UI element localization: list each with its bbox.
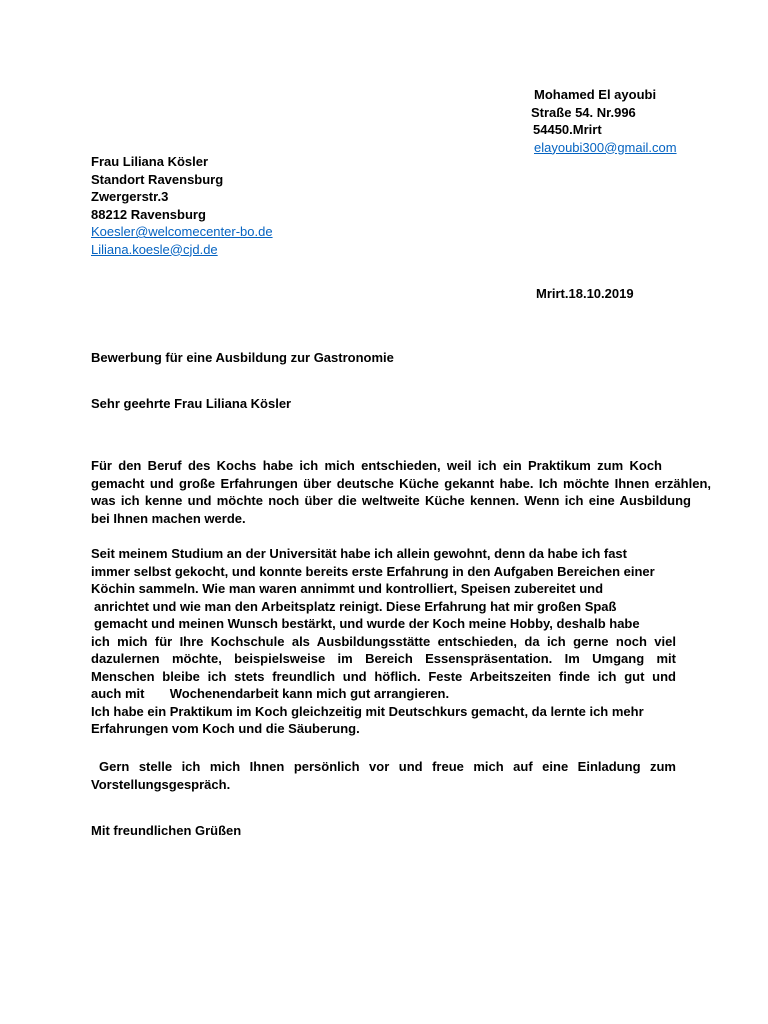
paragraph-line: dazulernen möchte, beispielsweise im Bereich Essenspräsentation. Im Umgang mit — [91, 651, 676, 666]
paragraph-line: anrichtet und wie man den Arbeitsplatz reinigt. Diese Erfahrung hat mir großen Spaß — [94, 598, 617, 614]
paragraph-line: Menschen bleibe ich stets freundlich und höflich. Feste Arbeitszeiten finde ich gut und — [91, 668, 676, 684]
paragraph-line: ich mich für Ihre Kochschule als Ausbildungsstätte entschieden, da ich gerne noch viel — [91, 633, 676, 649]
letter-date: Mrirt.18.10.2019 — [536, 286, 634, 301]
recipient-city: 88212 Ravensburg — [91, 206, 206, 222]
sender-street: Straße 54. Nr.996 — [531, 104, 636, 120]
recipient-email-link-1[interactable]: Koesler@welcomecenter-bo.de — [91, 224, 273, 239]
paragraph-line: Seit meinem Studium an der Universität habe ich allein gewohnt, denn da habe ich fast — [91, 546, 627, 561]
paragraph-1 — [91, 457, 711, 527]
sender-name: Mohamed El ayoubi — [534, 87, 657, 102]
paragraph-line: Ich habe ein Praktikum im Koch gleichzeitig mit Deutschkurs gemacht, da lernte ich mehr — [91, 703, 644, 719]
paragraph-line: Vorstellungsgespräch. — [91, 776, 231, 792]
sender-block — [531, 86, 677, 156]
paragraph-line: gemacht und meinen Wunsch bestärkt, und wurde der Koch meine Hobby, deshalb habe — [94, 616, 640, 631]
paragraph-line: Köchin sammeln. Wie man waren annimmt und kontrolliert, Speisen zubereitet und — [91, 581, 604, 596]
paragraph-2 — [91, 545, 676, 738]
paragraph-line: Erfahrungen vom Koch und die Säuberung. — [91, 721, 360, 736]
paragraph-3 — [91, 758, 676, 793]
sender-city: 54450.Mrirt — [533, 122, 602, 137]
recipient-block — [91, 153, 273, 258]
paragraph-line: gemacht und große Erfahrungen über deutsche Küche gekannt habe. Ich möchte Ihnen erzählen, — [91, 475, 711, 491]
recipient-name: Frau Liliana Kösler — [91, 154, 209, 169]
recipient-street: Zwergerstr.3 — [91, 189, 169, 204]
letter-closing: Mit freundlichen Grüßen — [91, 823, 242, 838]
paragraph-line: immer selbst gekocht, und konnte bereits erste Erfahrung in den Aufgaben Bereichen einer — [91, 563, 655, 579]
letter-subject: Bewerbung für eine Ausbildung zur Gastronomie — [91, 350, 394, 365]
paragraph-line: Gern stelle ich mich Ihnen persönlich vor und freue mich auf eine Einladung zum — [99, 759, 676, 774]
recipient-email-link-2[interactable]: Liliana.koesle@cjd.de — [91, 241, 218, 257]
paragraph-line: bei Ihnen machen werde. — [91, 510, 246, 526]
paragraph-line: was ich kenne und möchte noch über die weltweite Küche kennen. Wenn ich eine Ausbildung — [91, 493, 691, 508]
sender-email-link[interactable]: elayoubi300@gmail.com — [534, 139, 677, 155]
paragraph-line: auch mit Wochenendarbeit kann mich gut arrangieren. — [91, 686, 450, 701]
letter-salutation: Sehr geehrte Frau Liliana Kösler — [91, 396, 292, 411]
paragraph-line: Für den Beruf des Kochs habe ich mich entschieden, weil ich ein Praktikum zum Koch — [91, 458, 662, 473]
recipient-location: Standort Ravensburg — [91, 171, 224, 187]
